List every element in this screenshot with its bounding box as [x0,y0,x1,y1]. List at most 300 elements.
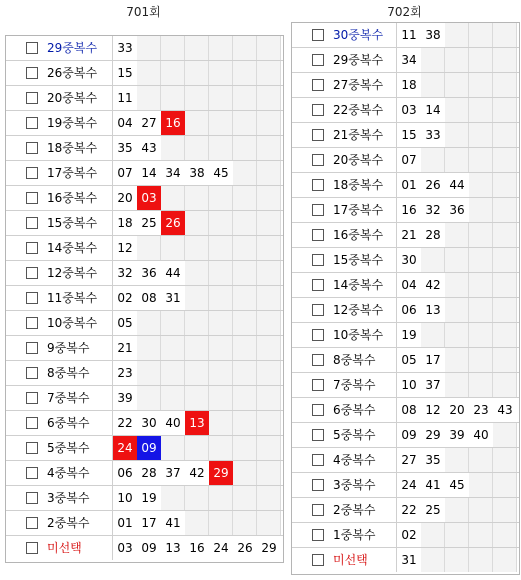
row-label: 20중복수 [47,91,98,105]
empty-cell [209,86,233,110]
number-cell: 37 [425,378,441,392]
empty-cell [233,411,257,435]
empty-cell [209,261,233,285]
empty-cell [445,48,469,72]
empty-cell [209,61,233,85]
table-row [292,373,519,398]
empty-cell [493,123,517,147]
number-cell: 10 [117,491,133,505]
empty-cell [233,436,257,460]
table-row [6,236,283,261]
row-label: 미선택 [47,541,82,555]
table-row [292,173,519,198]
row-label: 15중복수 [333,253,384,267]
empty-cell [257,111,281,135]
empty-cell [469,248,493,272]
empty-cell [137,311,161,335]
number-cell: 30 [141,416,157,430]
number-cell: 28 [425,228,441,242]
row-label-cell [292,123,397,147]
empty-cell [137,36,161,60]
number-cell: 27 [401,453,417,467]
empty-cell [493,348,517,372]
number-cell: 19 [401,328,417,342]
row-checkbox[interactable] [312,504,324,516]
empty-cell [493,248,517,272]
row-checkbox[interactable] [312,179,324,191]
row-checkbox[interactable] [26,67,38,79]
table-row [6,411,283,436]
empty-cell [185,61,209,85]
empty-cell [233,111,257,135]
empty-cell [257,186,281,210]
row-checkbox[interactable] [312,479,324,491]
row-label-cell [6,511,113,535]
number-cell: 04 [117,116,133,130]
number-cell: 19 [141,491,157,505]
row-label: 16중복수 [333,228,384,242]
row-checkbox[interactable] [26,392,38,404]
table-row [292,248,519,273]
row-checkbox[interactable] [26,467,38,479]
table-row [292,523,519,548]
number-cell: 14 [425,103,441,117]
empty-cell [493,373,517,397]
row-label-cell [292,373,397,397]
row-label-cell [292,448,397,472]
empty-cell [209,236,233,260]
row-checkbox[interactable] [312,254,324,266]
row-checkbox[interactable] [26,42,38,54]
row-checkbox[interactable] [312,554,324,566]
empty-cell [445,123,469,147]
empty-cell [257,36,281,60]
empty-cell [257,261,281,285]
row-checkbox[interactable] [312,204,324,216]
row-checkbox[interactable] [312,429,324,441]
number-cell: 22 [401,503,417,517]
empty-cell [233,386,257,410]
empty-cell [185,511,209,535]
number-cell: 40 [473,428,489,442]
row-label-cell [292,298,397,322]
row-label: 8중복수 [47,366,90,380]
row-label-cell [292,398,397,422]
row-checkbox[interactable] [26,542,38,554]
row-label: 26중복수 [47,66,98,80]
empty-cell [445,498,469,522]
number-cell: 11 [401,28,417,42]
empty-cell [257,411,281,435]
row-checkbox[interactable] [312,104,324,116]
number-cell: 25 [425,503,441,517]
empty-cell [257,311,281,335]
table-row [292,473,519,498]
empty-cell [233,311,257,335]
number-cell: 31 [401,553,417,567]
empty-cell [233,286,257,310]
empty-cell [233,486,257,510]
empty-cell [161,361,185,385]
row-label-cell [6,136,113,160]
row-label-cell [292,73,397,97]
row-label: 2중복수 [47,516,90,530]
row-checkbox[interactable] [26,367,38,379]
empty-cell [209,336,233,360]
empty-cell [493,323,517,347]
number-cell: 02 [401,528,417,542]
number-cell: 15 [117,66,133,80]
empty-cell [233,36,257,60]
empty-cell [493,173,517,197]
number-cell: 24 [401,478,417,492]
row-label-cell [6,261,113,285]
number-cell: 06 [401,303,417,317]
empty-cell [161,311,185,335]
empty-cell [185,186,209,210]
row-label: 14중복수 [47,241,98,255]
empty-cell [257,486,281,510]
number-cell: 16 [401,203,417,217]
row-label: 18중복수 [333,178,384,192]
empty-cell [493,298,517,322]
empty-cell [469,523,493,547]
row-label-cell [6,361,113,385]
empty-cell [257,211,281,235]
empty-cell [445,223,469,247]
number-cell: 38 [189,166,205,180]
empty-cell [257,136,281,160]
row-label: 11중복수 [47,291,98,305]
empty-cell [161,386,185,410]
table-row [292,73,519,98]
number-cell: 01 [401,178,417,192]
row-label-cell [292,148,397,172]
number-cell: 44 [449,178,465,192]
row-label-cell [292,423,397,447]
empty-cell [493,273,517,297]
row-checkbox[interactable] [312,354,324,366]
row-label-cell [6,486,113,510]
table-row [292,223,519,248]
row-label: 15중복수 [47,216,98,230]
row-checkbox[interactable] [312,79,324,91]
row-checkbox[interactable] [312,529,324,541]
row-checkbox[interactable] [26,117,38,129]
number-cell: 31 [165,291,181,305]
row-label-cell [6,386,113,410]
empty-cell [445,323,469,347]
empty-cell [469,373,493,397]
row-label: 3중복수 [47,491,90,505]
empty-cell [421,523,445,547]
table-row [6,86,283,111]
empty-cell [209,436,233,460]
empty-cell [493,498,517,522]
table-row [6,336,283,361]
duplicate-count-table [5,35,284,563]
empty-cell [493,523,517,547]
row-checkbox[interactable] [26,342,38,354]
table-row [292,323,519,348]
empty-cell [445,373,469,397]
empty-cell [469,298,493,322]
empty-cell [421,248,445,272]
row-label: 14중복수 [333,278,384,292]
empty-cell [185,211,209,235]
number-cell: 34 [165,166,181,180]
empty-cell [185,286,209,310]
empty-cell [421,73,445,97]
empty-cell [185,236,209,260]
row-checkbox[interactable] [312,304,324,316]
empty-cell [209,286,233,310]
row-label-cell [292,173,397,197]
row-checkbox[interactable] [26,192,38,204]
round-701-panel [5,0,282,563]
empty-cell [185,386,209,410]
number-cell: 06 [117,466,133,480]
row-checkbox[interactable] [312,29,324,41]
number-cell: 01 [117,516,133,530]
empty-cell [161,336,185,360]
row-checkbox[interactable] [26,92,38,104]
row-label-cell [292,48,397,72]
empty-cell [233,361,257,385]
table-row [6,161,283,186]
number-cell: 04 [401,278,417,292]
row-checkbox[interactable] [26,242,38,254]
number-cell: 39 [449,428,465,442]
row-label: 27중복수 [333,78,384,92]
empty-cell [185,36,209,60]
row-checkbox[interactable] [312,279,324,291]
row-checkbox[interactable] [312,329,324,341]
number-cell: 11 [117,91,133,105]
number-cell: 03 [401,103,417,117]
empty-cell [469,448,493,472]
row-label-cell [292,98,397,122]
number-cell: 14 [141,166,157,180]
empty-cell [161,36,185,60]
empty-cell [137,61,161,85]
empty-cell [233,261,257,285]
empty-cell [469,198,493,222]
row-label-cell [292,548,397,572]
empty-cell [421,48,445,72]
empty-cell [257,361,281,385]
number-cell: 12 [117,241,133,255]
number-cell: 43 [497,403,513,417]
empty-cell [493,98,517,122]
row-label: 9중복수 [47,341,90,355]
row-checkbox[interactable] [312,54,324,66]
empty-cell [445,523,469,547]
empty-cell [185,436,209,460]
number-cell: 09 [141,541,157,555]
row-label: 19중복수 [47,116,98,130]
empty-cell [469,323,493,347]
number-cell: 36 [449,203,465,217]
row-label-cell [6,536,113,560]
table-row [6,36,283,61]
table-row [6,511,283,536]
empty-cell [257,86,281,110]
empty-cell [469,73,493,97]
empty-cell [421,323,445,347]
row-checkbox[interactable] [26,442,38,454]
row-label: 5중복수 [47,441,90,455]
empty-cell [185,311,209,335]
table-row [6,261,283,286]
row-label-cell [292,498,397,522]
number-cell: 41 [425,478,441,492]
empty-cell [257,286,281,310]
row-label-cell [292,348,397,372]
row-checkbox[interactable] [26,492,38,504]
row-checkbox[interactable] [312,404,324,416]
empty-cell [445,148,469,172]
row-label: 7중복수 [47,391,90,405]
empty-cell [137,386,161,410]
table-row [6,361,283,386]
row-checkbox[interactable] [26,417,38,429]
empty-cell [493,473,517,497]
number-cell: 13 [425,303,441,317]
empty-cell [233,161,257,185]
number-cell: 25 [141,216,157,230]
row-checkbox[interactable] [26,317,38,329]
number-cell: 21 [117,341,133,355]
row-label-cell [6,336,113,360]
number-cell: 33 [425,128,441,142]
table-row [6,311,283,336]
empty-cell [233,136,257,160]
row-label: 20중복수 [333,153,384,167]
row-label: 12중복수 [47,266,98,280]
empty-cell [257,511,281,535]
number-cell: 05 [401,353,417,367]
empty-cell [445,548,469,572]
row-label: 6중복수 [333,403,376,417]
empty-cell [493,148,517,172]
empty-cell [233,461,257,485]
number-cell: 17 [425,353,441,367]
row-checkbox[interactable] [312,454,324,466]
number-cell: 35 [425,453,441,467]
empty-cell [161,236,185,260]
empty-cell [493,73,517,97]
row-checkbox[interactable] [312,154,324,166]
row-label-cell [292,523,397,547]
row-checkbox[interactable] [312,229,324,241]
row-label: 2중복수 [333,503,376,517]
row-checkbox[interactable] [26,142,38,154]
empty-cell [445,273,469,297]
table-row [6,286,283,311]
number-cell: 23 [473,403,489,417]
empty-cell [137,361,161,385]
empty-cell [493,23,517,47]
empty-cell [161,136,185,160]
table-row [292,123,519,148]
empty-cell [209,136,233,160]
table-row [292,298,519,323]
empty-cell [469,148,493,172]
row-label: 10중복수 [333,328,384,342]
empty-cell [209,111,233,135]
table-row [292,423,519,448]
table-row [6,186,283,211]
number-cell: 29 [261,541,277,555]
empty-cell [469,173,493,197]
row-label-cell [292,473,397,497]
table-row [6,436,283,461]
row-checkbox[interactable] [26,517,38,529]
number-cell: 42 [189,466,205,480]
row-label: 30중복수 [333,28,384,42]
row-label: 7중복수 [333,378,376,392]
number-cell: 28 [141,466,157,480]
row-checkbox[interactable] [312,379,324,391]
number-cell: 36 [141,266,157,280]
table-row [292,498,519,523]
table-row [292,548,519,573]
empty-cell [233,511,257,535]
empty-cell [257,161,281,185]
row-checkbox[interactable] [26,292,38,304]
empty-cell [185,336,209,360]
number-cell: 41 [165,516,181,530]
row-checkbox[interactable] [26,167,38,179]
highlighted-number-cell: 03 [137,186,161,210]
empty-cell [493,223,517,247]
number-cell: 27 [141,116,157,130]
empty-cell [257,386,281,410]
row-checkbox[interactable] [26,267,38,279]
number-cell: 24 [213,541,229,555]
row-label: 5중복수 [333,428,376,442]
empty-cell [445,348,469,372]
number-cell: 08 [141,291,157,305]
round-702-panel [291,0,518,575]
empty-cell [469,548,493,572]
row-label-cell [6,436,113,460]
empty-cell [445,298,469,322]
row-label-cell [6,111,113,135]
empty-cell [209,511,233,535]
row-checkbox[interactable] [26,217,38,229]
number-cell: 07 [401,153,417,167]
number-cell: 40 [165,416,181,430]
row-label: 8중복수 [333,353,376,367]
row-label: 미선택 [333,553,368,567]
empty-cell [161,436,185,460]
table-row [6,461,283,486]
empty-cell [445,73,469,97]
empty-cell [137,236,161,260]
empty-cell [161,86,185,110]
number-cell: 22 [117,416,133,430]
row-label-cell [6,311,113,335]
empty-cell [233,61,257,85]
empty-cell [137,86,161,110]
row-label-cell [292,248,397,272]
highlighted-number-cell: 26 [161,211,185,235]
row-label: 29중복수 [47,41,98,55]
row-checkbox[interactable] [312,129,324,141]
number-cell: 44 [165,266,181,280]
